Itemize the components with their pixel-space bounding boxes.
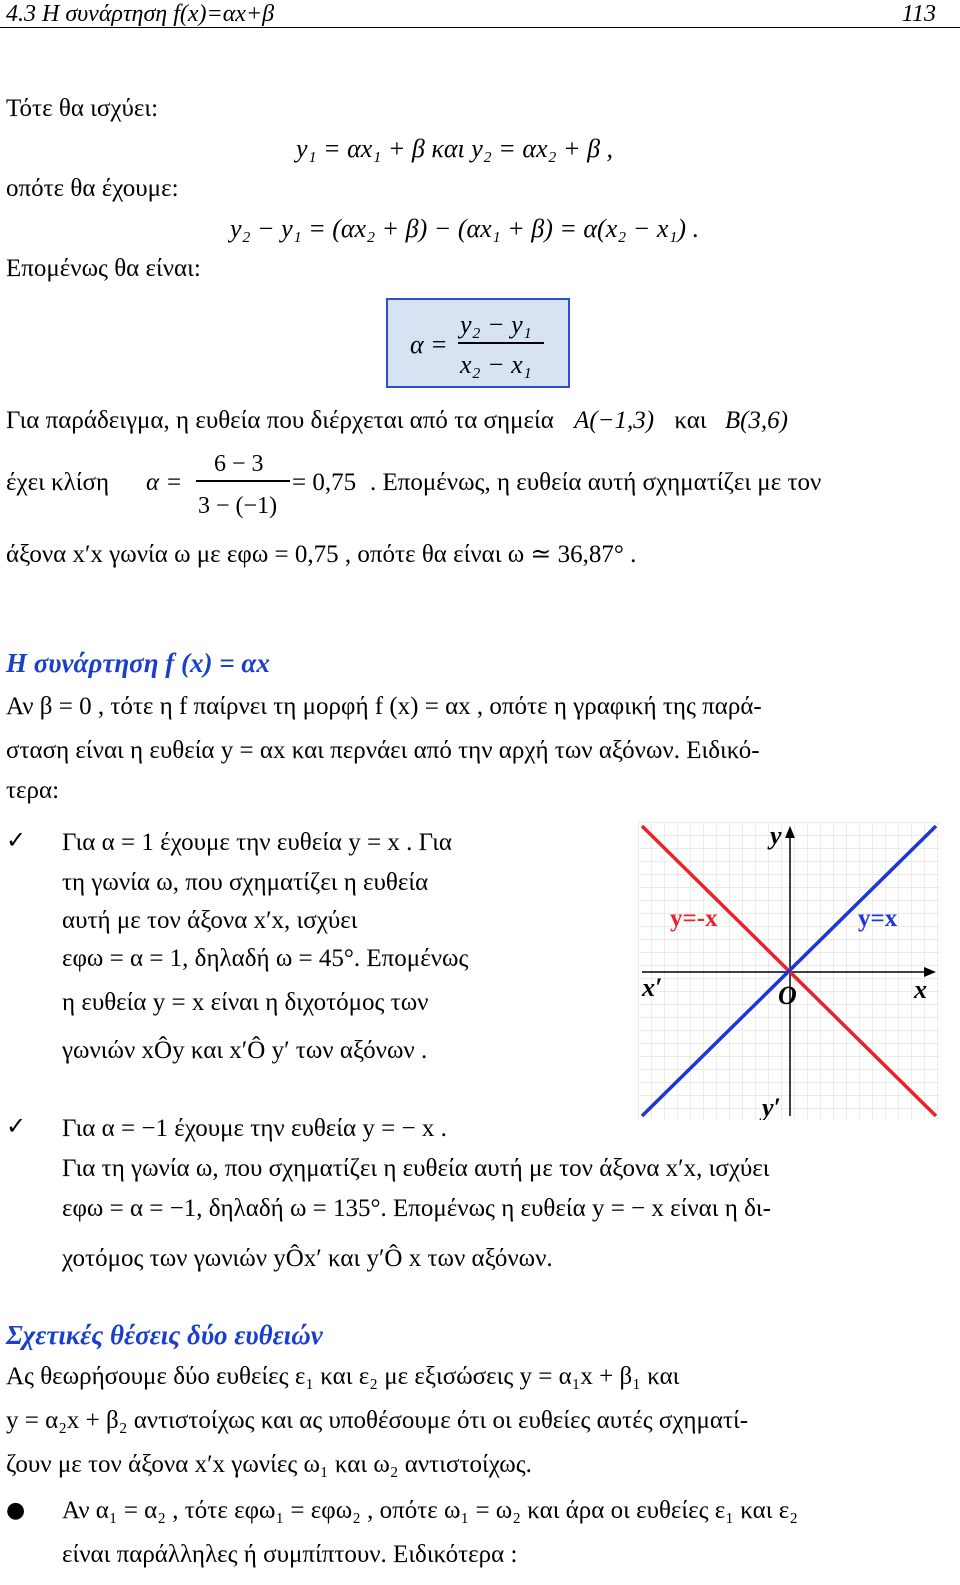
example-text: Για παράδειγμα, η ευθεία που διέρχεται από τα σημεία (6, 407, 554, 434)
bullet-icon: ● (6, 1498, 26, 1523)
formula-numerator: y₂ − y₁ (460, 310, 532, 339)
paragraph-line-3: τερα: (6, 777, 60, 804)
example-denominator: 3 − (−1) (198, 493, 278, 519)
check2-line-1: Για α = −1 έχουμε την ευθεία y = − x . (62, 1115, 447, 1142)
fraction-bar (458, 342, 544, 344)
text-tote: Τότε θα ισχύει: (6, 95, 159, 122)
example-text-2: . Επομένως, η ευθεία αυτή σχηματίζει με τον (370, 469, 822, 496)
label-x-prime: x′ (642, 973, 663, 1002)
label-x: x (914, 975, 927, 1004)
text-epomenos: Επομένως θα είναι: (6, 255, 201, 282)
text-exei-klisi: έχει κλίση (6, 469, 110, 496)
check1-line-4: εφω = α = 1, δηλαδή ω = 45°. Επομένως (62, 945, 469, 972)
example-fraction-bar (196, 480, 290, 482)
label-y-neg-x: y=-x (670, 905, 718, 932)
paragraph-line-1: Αν β = 0 , τότε η f παίρνει τη μορφή f (x) = αx , οπότε η γραφική της παρά- (6, 693, 762, 720)
example-value: = 0,75 (292, 469, 357, 496)
point-b: B(3,6) (724, 407, 788, 434)
text-kai: και (674, 407, 707, 434)
check1-line-5: η ευθεία y = x είναι η διχοτόμος των (62, 989, 429, 1016)
section-title-relative-positions: Σχετικές θέσεις δύο ευθειών (6, 1320, 323, 1350)
checkmark-icon: ✓ (6, 826, 27, 854)
equation-1: y₁ = αx₁ + β και y₂ = αx₂ + β , (296, 134, 614, 163)
check1-line-6: γωνιών xÔy και x′Ô y′ των αξόνων . (62, 1037, 428, 1064)
label-origin: O (778, 981, 797, 1010)
check1-line-3: αυτή με τον άξονα x′x, ισχύει (62, 907, 358, 934)
check2-line-3: εφω = α = −1, δηλαδή ω = 135°. Επομένως η ευθεία y = − x είναι η δι- (62, 1195, 771, 1222)
paragraph-line-2: σταση είναι η ευθεία y = αx και περνάει από την αρχή των αξόνων. Ειδικό- (6, 737, 760, 764)
check2-line-2: Για τη γωνία ω, που σχηματίζει η ευθεία αυτή με τον άξονα x′x, ισχύει (62, 1155, 770, 1182)
section-heading: 4.3 Η συνάρτηση f(x)=αx+β (6, 1, 275, 27)
point-a: A(−1,3) (574, 407, 655, 434)
label-y-eq-x: y=x (858, 905, 898, 932)
label-y: y (770, 822, 782, 850)
example-line-3: άξονα x′x γωνία ω με εφω = 0,75 , οπότε θα είναι ω ≃ 36,87° . (6, 541, 637, 568)
page-number: 113 (901, 1, 936, 27)
checkmark-icon: ✓ (6, 1112, 27, 1140)
text-alpha-eq: α = (146, 469, 183, 496)
equation-2: y₂ − y₁ = (αx₂ + β) − (αx₁ + β) = α(x₂ − x₁) . (230, 214, 700, 243)
section2-line-3: ζουν με τον άξονα x′x γωνίες ω₁ και ω₂ αντιστοίχως. (6, 1451, 532, 1478)
example-line-1 (6, 408, 788, 433)
check1-line-2: τη γωνία ω, που σχηματίζει η ευθεία (62, 869, 429, 896)
section-title-fx-ax: Η συνάρτηση f (x) = αx (6, 648, 270, 678)
slope-formula-box (386, 298, 570, 388)
section2-line-1: Ας θεωρήσουμε δύο ευθείες ε₁ και ε₂ με εξισώσεις y = α₁x + β₁ και (6, 1363, 680, 1390)
example-numerator: 6 − 3 (214, 451, 264, 477)
label-y-prime: y′ (762, 1093, 781, 1120)
check1-line-1: Για α = 1 έχουμε την ευθεία y = x . Για (62, 829, 453, 856)
formula-alpha: α = (410, 330, 448, 359)
section2-line-2: y = α₂x + β₂ αντιστοίχως και ας υποθέσουμε ότι οι ευθείες αυτές σχηματί- (6, 1407, 749, 1434)
text-opote: οπότε θα έχουμε: (6, 175, 179, 202)
formula-denominator: x₂ − x₁ (460, 350, 532, 379)
bullet1-line-2: είναι παράλληλες ή συμπίπτουν. Ειδικότερα : (62, 1541, 518, 1568)
check2-line-4: χοτόμος των γωνιών yÔx′ και y′Ô x των αξόνων. (62, 1245, 553, 1272)
page-header (0, 0, 960, 28)
bullet1-line-1: Αν α₁ = α₂ , τότε εφω₁ = εφω₂ , οπότε ω₁ = ω₂ και άρα οι ευθείες ε₁ και ε₂ (62, 1497, 798, 1524)
bisector-lines-figure (638, 822, 940, 1120)
